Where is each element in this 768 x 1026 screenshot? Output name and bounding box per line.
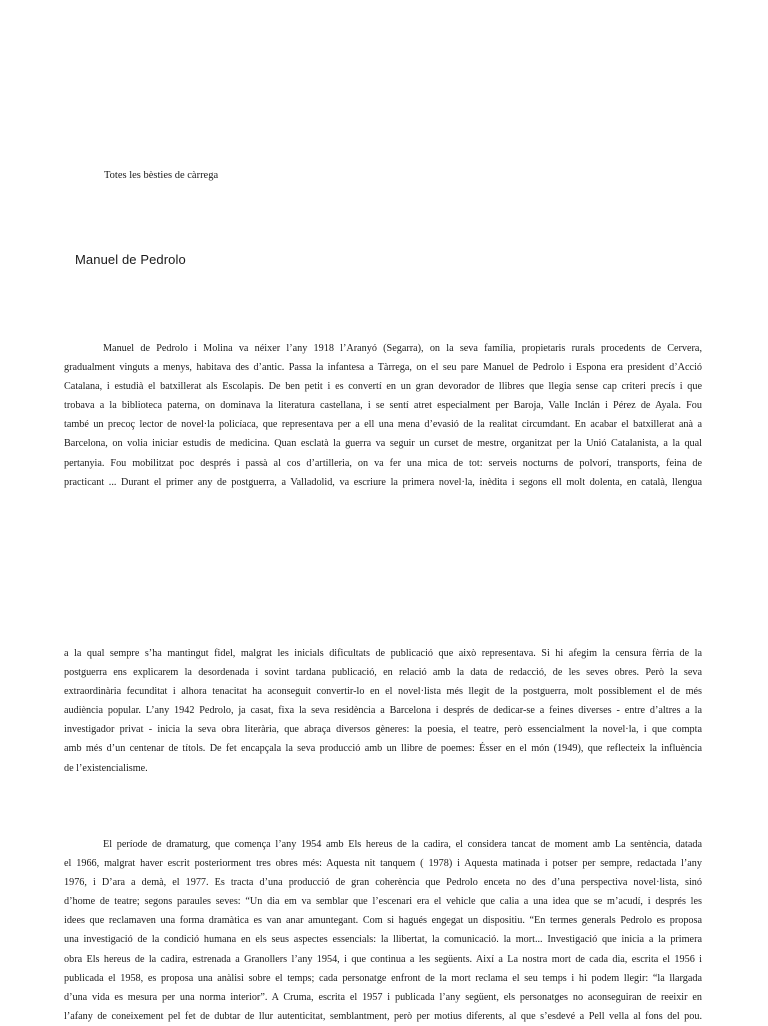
text-line: publicada el 1958, es proposa una anàlisi sobre el temps; cada personatge enfront de la mort reclama el seu temps i hi podem llegir: “la llargada xyxy=(64,972,702,984)
text-line: de l’existencialisme. xyxy=(64,762,148,774)
paragraph-biography-continued xyxy=(64,644,702,778)
text-line: d’una vida es mesura per una norma interior”. A Cruma, escrita el 1957 i publicada l’any següent, els personatges no aconseguiran de reeixir en xyxy=(64,991,702,1003)
text-line: El període de dramaturg, que comença l’any 1954 amb Els hereus de la cadira, el considera tancat de moment amb La sentència, datada xyxy=(103,839,702,850)
text-line: Barcelona, on volia iniciar estudis de medicina. Quan esclatà la guerra va seguir un curset de mestre, organitzat per la Unió Catalanista, a la qual xyxy=(64,438,702,450)
text-line: practicant ... Durant el primer any de postguerra, a Valladolid, va escriure la primera novel·la, inèdita i segons ell molt dolenta, en català, llengua xyxy=(64,476,702,488)
text-line: audiència popular. L’any 1942 Pedrolo, ja casat, fixa la seva residència a Barcelona i després de dedicar-se a feines diverses - entre d’altres a la xyxy=(64,705,702,717)
text-line: pertanyia. Fou mobilitzat poc després i passà al cos d’artilleria, on va fer una mica de tot: serveis nocturns de polvorí, transports, feina de xyxy=(64,457,702,469)
paragraph-biography-intro xyxy=(64,339,702,492)
text-line: trobava a la biblioteca paterna, on dominava la literatura castellana, i se sentí atret especialment per Baroja, Valle Inclán i Pérez de Ayala. Fou xyxy=(64,400,702,412)
text-line: idees que reclamaven una forma dramàtica es van anar amuntegant. Com si hagués engegat un dispositiu. “En termes generals Pedrolo es proposa xyxy=(64,915,702,927)
text-line: 1976, i D’ara a demà, el 1977. Es tracta d’una producció de gran coherència que Pedrolo enceta no des d’una perspectiva novel·lista, sinó xyxy=(64,877,702,889)
text-line: gradualment vinguts a menys, habitava des d’antic. Passa la infantesa a Tàrrega, on el seu pare Manuel de Pedrolo i Espona era president d’Acció xyxy=(64,362,702,374)
text-line: el 1966, malgrat haver escrit posteriorment tres obres més: Aquesta nit tanquem ( 1978) i Aquesta matinada i potser per sempre, redactada l’any xyxy=(64,858,702,870)
running-title: Totes les bèsties de càrrega xyxy=(104,170,219,181)
text-line: obra Els hereus de la cadira, estrenada a Granollers l’any 1954, i que continua a les següents. Així a La nostra mort de cada dia, escrita el 1956 i xyxy=(64,953,702,965)
text-line: Catalana, i estudià el batxillerat als Escolapis. De ben petit i es convertí en un gran devorador de llibres que llegia sense cap criteri precís i que xyxy=(64,381,702,393)
text-line: a la qual sempre s’ha mantingut fidel, malgrat les inicials dificultats de publicació que això representava. Si hi afegim la censura fèrria de la xyxy=(64,648,702,659)
text-line: amb més d’un centenar de títols. De fet encapçala la seva producció amb un llibre de poemes: Ésser en el món (1949), que reflecteix la influència xyxy=(64,743,702,755)
paragraph-dramaturgy xyxy=(64,835,702,1026)
text-line: extraordinària fecunditat i alhora tenacitat ha aconseguit convertir-lo en el novel·lista més llegit de la postguerra, molt possiblement el de més xyxy=(64,686,702,698)
text-line: l’afany de coneixement pel fet de dubtar de llur autenticitat, semblantment, però per motius diferents, al que s’esdevé a Pell vella al fons del pou. xyxy=(64,1010,702,1022)
text-line: també un precoç lector de novel·la policíaca, que representava per a ell una mena d’evasió de la realitat circumdant. En acabar el batxillerat anà a xyxy=(64,419,702,431)
author-heading: Manuel de Pedrolo xyxy=(75,252,186,267)
text-line: d’home de teatre; segons paraules seves: “Un dia em va semblar que l’escenari era el vehicle que calia a una idea que se m’acudí, i després les xyxy=(64,896,702,908)
text-line: investigador privat - inicia la seva obra literària, que abraça diversos gèneres: la poesia, el teatre, però essencialment la novel·la, i que compta xyxy=(64,724,702,736)
text-line: Manuel de Pedrolo i Molina va néixer l’any 1918 l’Aranyó (Segarra), on la seva família, propietaris rurals procedents de Cervera, xyxy=(103,343,702,354)
text-line: postguerra ens explicarem la desordenada i sovint tardana publicació, en relació amb la data de redacció, de les seves obres. Però la seva xyxy=(64,667,702,679)
text-line: una investigació de la condició humana en els seus aspectes essencials: la llibertat, la comunicació. la mort... Investigació que inicia a la primera xyxy=(64,934,702,946)
